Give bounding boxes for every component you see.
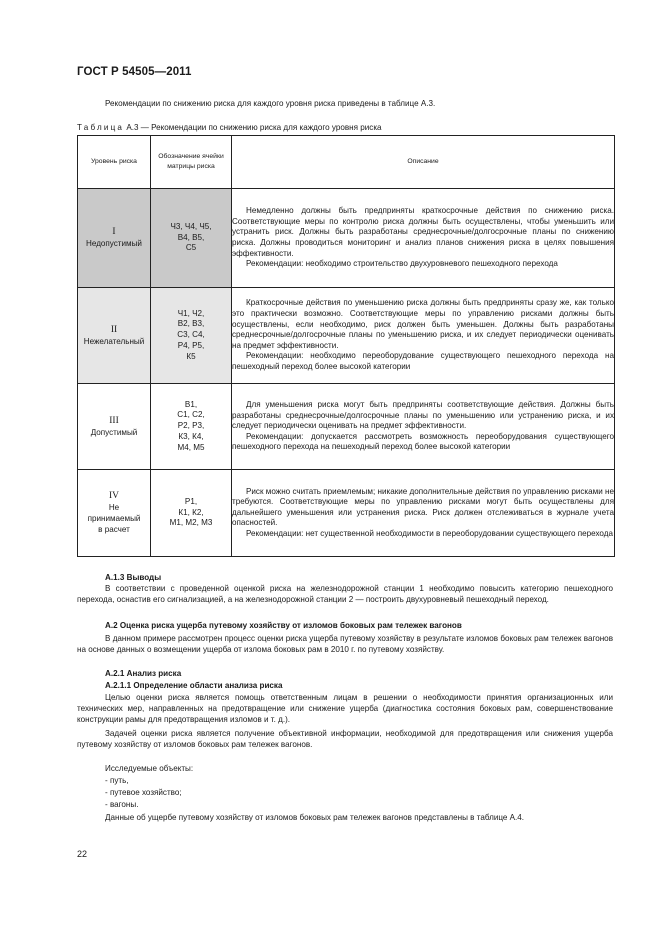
- section-a211-text1: Целью оценки риска является помощь ответственным лицам в решении о необходимости принятия организационных или технических мер, направленных на предотвращение или снижение ущерба (диагностика состояния боковых рам, совершенствование конструкции рамы для предотвращения изломов и т. д.).: [77, 693, 613, 724]
- recommendation-paragraph: Рекомендации: необходимо строительство двухуровневого пешеходного перехода: [246, 259, 558, 269]
- description-paragraph: Для уменьшения риска могут быть предприняты соответствующие действия. Должны быть разработаны среднесрочные/долгосрочные планы по уменьшению или устранению риска, и их следует периодически оценивать на предмет эффективности.: [232, 400, 614, 431]
- matrix-cell-line: С1, С2,: [177, 410, 205, 420]
- objects-label: Исследуемые объекты:: [105, 764, 194, 773]
- matrix-cell-line: С5: [185, 243, 197, 253]
- risk-level-roman: II: [110, 324, 118, 335]
- risk-level-label: Не принимаемый в расчет: [87, 503, 141, 534]
- matrix-cell-line: Р2, Р3,: [177, 421, 205, 431]
- section-a13-text: В соответствии с проведенной оценкой риска на железнодорожной станции 1 необходимо повысить категорию пешеходного перехода, оснастив его сигнализацией, а на железнодорожной станции 2 — построить двухуровневый пешеходный переход.: [77, 584, 613, 604]
- risk-level-label: Недопустимый: [86, 239, 142, 248]
- table-caption: [77, 123, 382, 132]
- table-caption-text: А.3 — Рекомендации по снижению риска для каждого уровня риска: [126, 123, 382, 132]
- intro-paragraph: Рекомендации по снижению риска для каждого уровня риска приведены в таблице А.3.: [105, 99, 436, 108]
- risk-level-cell: [78, 470, 151, 557]
- matrix-cell-line: С3, С4,: [177, 330, 205, 340]
- table-header-row: [78, 136, 615, 189]
- matrix-cell-line: Р4, Р5,: [177, 340, 205, 350]
- header-risk-level: Уровень риска: [78, 136, 151, 189]
- section-a211-heading: А.2.1.1 Определение области анализа риска: [105, 681, 283, 690]
- risk-description: [232, 384, 615, 470]
- objects-list-item: - путь,: [105, 776, 129, 785]
- description-paragraph: Немедленно должны быть предприняты краткосрочные действия по снижению риска. Соответствующие меры по контролю риска должны быть осуществлены, чтобы уменьшить или устранить риск. Должны быть разработаны среднесрочные/долгосрочные планы по снижению риска. Должны проводиться мониторинг и анализ планов снижения риска в целях повышения эффективности.: [232, 206, 614, 258]
- section-a21-heading: А.2.1 Анализ риска: [105, 669, 182, 678]
- header-matrix-cell: Обозначение ячейки матрицы риска: [151, 136, 232, 189]
- recommendation-paragraph: Рекомендации: допускается рассмотреть возможность переоборудования существующего пешеходного перехода на пешеходный переход более высокой категории: [232, 431, 614, 452]
- risk-level-roman: I: [112, 227, 116, 237]
- matrix-cell-line: Ч1, Ч2,: [177, 308, 205, 318]
- risk-level-cell: [78, 189, 151, 288]
- matrix-cells: [151, 288, 232, 384]
- section-a211-text2: Задачей оценки риска является получение объективной информации, необходимой для предотвращения или снижения ущерба путевому хозяйству от изломов боковых рам тележек вагонов.: [77, 729, 613, 749]
- objects-list-item: - вагоны.: [105, 800, 139, 809]
- matrix-cell-line: К1, К2,: [178, 507, 204, 517]
- matrix-cell-line: К3, К4,: [178, 431, 204, 441]
- document-header: ГОСТ Р 54505—2011: [77, 66, 192, 78]
- section-a2-text: В данном примере рассмотрен процесс оценки риска ущерба путевому хозяйству в результате изломов боковых рам тележек вагонов на основе данных о возмещении ущерба от излома боковых рам в 2010 г. по путевому хозяйству.: [77, 634, 613, 654]
- table-row: [78, 470, 615, 557]
- final-paragraph: Данные об ущербе путевому хозяйству от изломов боковых рам тележек вагонов представлены в таблице А.4.: [105, 813, 525, 822]
- matrix-cell-line: М1, М2, М3: [169, 518, 213, 528]
- section-a2-heading: А.2 Оценка риска ущерба путевому хозяйству от изломов боковых рам тележек вагонов: [105, 621, 462, 630]
- risk-level-cell: [78, 384, 151, 470]
- table-row: [78, 288, 615, 384]
- risk-level-cell: [78, 288, 151, 384]
- matrix-cell-line: Ч3, Ч4, Ч5,: [170, 221, 212, 231]
- risk-level-label: Допустимый: [90, 427, 138, 437]
- risk-level-roman: IV: [108, 491, 120, 501]
- section-a13-heading: А.1.3 Выводы: [105, 573, 162, 582]
- description-paragraph: Риск можно считать приемлемым; никакие дополнительные действия по управлению рисками не требуются. Соответствующие меры по управлению рисками могут быть осуществлены для дальнейшего уменьшения или устранения риска. Риск должен отслеживаться в журнале учета опасностей.: [232, 486, 614, 528]
- risk-level-label: Нежелательный: [83, 336, 145, 346]
- header-description: Описание: [232, 136, 615, 189]
- matrix-cells: [151, 470, 232, 557]
- table-row: [78, 384, 615, 470]
- risk-recommendations-table: [77, 135, 615, 557]
- risk-description: [232, 288, 615, 384]
- table-row: [78, 189, 615, 288]
- matrix-cells: [151, 384, 232, 470]
- matrix-cell-line: В1,: [184, 399, 198, 409]
- matrix-cell-line: Р1,: [184, 496, 198, 506]
- table-caption-label: Таблица: [77, 123, 125, 132]
- risk-description: [232, 470, 615, 557]
- risk-description: [232, 189, 615, 288]
- matrix-cell-line: В2, В3,: [177, 319, 205, 329]
- page-number: 22: [77, 849, 88, 859]
- description-paragraph: Краткосрочные действия по уменьшению риска должны быть предприняты сразу же, как только это практически возможно. Соответствующие меры по управлению рисками должны быть осуществлены, если необходимо, риск должен быть уменьшен. Должны быть разработаны среднесрочные/долгосрочные планы по уменьшению риска, и их следует периодически оценивать на предмет эффективности.: [232, 298, 614, 350]
- recommendation-paragraph: Рекомендации: нет существенной необходимости в переоборудовании существующего перехода: [246, 528, 613, 538]
- recommendation-paragraph: Рекомендации: необходимо переоборудование существующего пешеходного перехода на пешеходный переход более высокой категории: [232, 351, 614, 371]
- matrix-cell-line: К5: [186, 351, 196, 361]
- matrix-cell-line: М4, М5: [177, 442, 205, 452]
- matrix-cell-line: В4, В5,: [177, 232, 205, 242]
- objects-list-item: - путевое хозяйство;: [105, 788, 182, 797]
- risk-level-roman: III: [109, 415, 119, 426]
- matrix-cells: [151, 189, 232, 288]
